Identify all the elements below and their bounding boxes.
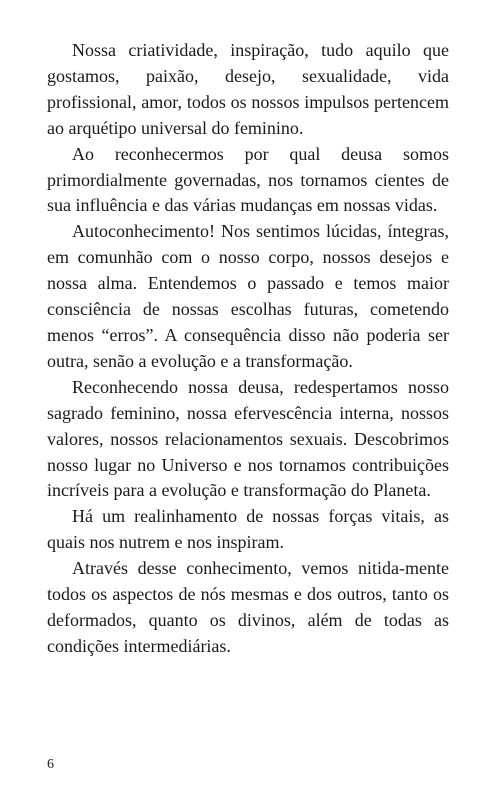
page-number: 6: [47, 757, 54, 772]
body-text: [47, 38, 449, 660]
paragraph-4: Reconhecendo nossa deusa, redespertamos nosso sagrado feminino, nossa efervescência interna, nossos valores, nossos relacionamentos sexuais. Descobrimos nosso lugar no Universo e nos tornamos contribuições incríveis para a evolução e transformação do Planeta.: [47, 376, 449, 501]
paragraph-6: Através desse conhecimento, vemos nitida-mente todos os aspectos de nós mesmas e dos outros, tanto os deformados, quanto os divinos, além de todas as condições intermediárias.: [47, 558, 449, 656]
paragraph-3: Autoconhecimento! Nos sentimos lúcidas, íntegras, em comunhão com o nosso corpo, nossos desejos e nossa alma. Entendemos o passado e temos maior consciência de nossas escolhas futuras, cometendo menos “erros”. A consequência disso não poderia ser outra, senão a evolução e a transformação.: [47, 221, 449, 371]
paragraph-5: Há um realinhamento de nossas forças vitais, as quais nos nutrem e nos inspiram.: [47, 506, 449, 553]
paragraph-2: Ao reconhecermos por qual deusa somos primordialmente governadas, nos tornamos cientes de sua influência e das várias mudanças em nossas vidas.: [47, 143, 449, 216]
paragraph-1: Nossa criatividade, inspiração, tudo aquilo que gostamos, paixão, desejo, sexualidade, vida profissional, amor, todos os nossos impulsos pertencem ao arquétipo universal do feminino.: [47, 40, 449, 138]
